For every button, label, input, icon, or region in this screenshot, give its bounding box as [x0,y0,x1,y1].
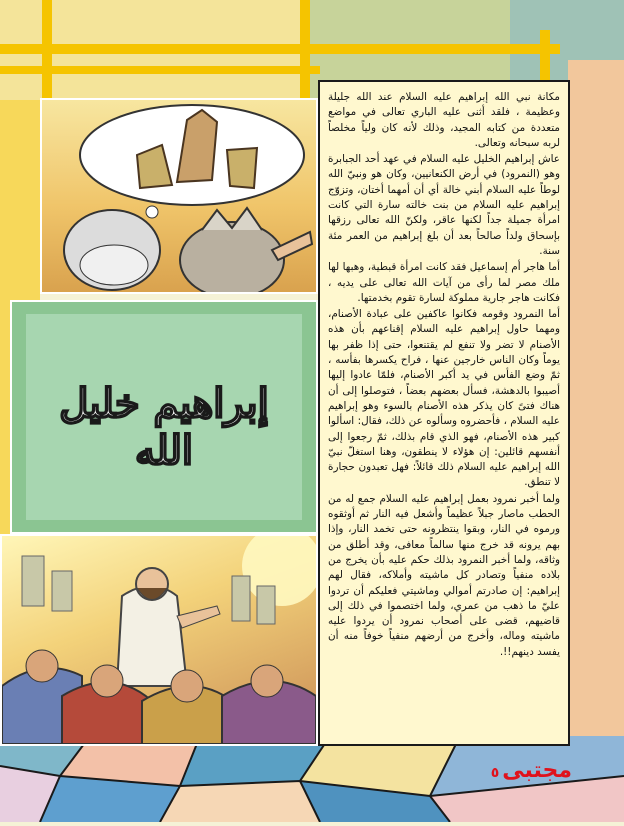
paragraph: أما هاجر أم إسماعيل فقد كانت امرأة قبطية، وهبها لها ملك مصر لما رأى من آيات الله تعالى على يديه ، فكانت هاجر جارية مملوكة لسارة تقوم بخدمتها. [328,261,560,304]
article-text-panel [318,80,570,746]
paragraph: مكانة نبي الله إبراهيم عليه السلام عند الله جليلة وعظيمة ، فلقد أثنى عليه الباري تعالى في مواضع متعددة من كتابه المجيد، وذلك لأنه كان ولياً مخلصاً لربه سبحانه وتعالى. [328,91,560,149]
magazine-logo [462,758,572,790]
idols-thought-bubble-icon [42,100,316,292]
article-body [328,90,560,660]
title-background [26,314,302,520]
top-illustration [40,98,318,294]
decorative-stripe [42,0,52,100]
bottom-illustration [0,534,318,746]
decorative-stripe [300,0,310,100]
page-title: إبراهيم خليل الله [59,380,269,474]
background-block [568,60,624,760]
paragraph: عاش إبراهيم الخليل عليه السلام في عهد أحد الجبابرة وهو (النمرود) في أرض الكنعانيين، وكان هو ونبيّ الله لوطاً عليه السلام أبني خالة أي أن أمهما أختان، وتزوّج إبراهيم عليه السلام من بنت خالته سارة التي كانت امرأة جميلة جداً لكنها عاقر، ولكنّ الله تعالى رزقها بإسحاق ولداً صالحاً بعد أن بلغ إبراهيم من العمر مئة سنة. [328,153,560,257]
paragraph: ولما أخبر نمرود بعمل إبراهيم عليه السلام جمع له من الحطب ماصار جبلاً عظيماً وأشعل فيه النار ثم أوثقوه ورموه في النار، وبقوا ينتظرونه حتى تخمد النار، وإذا بهم يرونه قد خرج منها سالماً معافى، وقد أطلق من وثاقه، ولما أخبر النمرود بذلك حكم عليه بأن يخرج من بلاده منفياً وتصادر كل ماشيته وأملاكه، فقال لهم إبراهيم: إن صادرتم أموالي وماشيتي فعليكم أن تردوا عليّ ما ذهب من عمري، ولما اختصموا في ذلك إلى قاضيهم، قضى على أصحاب نمرود أن يردوا عليه ماشيته وماله، وأخرج من أرضهم منفياً خوفاً منه أن يفسد دينهم!!. [328,492,560,658]
page-number: ٥ [490,765,500,781]
title-panel [10,300,318,534]
decorative-stripe [0,44,560,54]
paragraph: أما النمرود وقومه فكانوا عاكفين على عبادة الأصنام، ومهما حاول إبراهيم عليه السلام إقناعهم بأن هذه الأصنام لا تضر ولا تنفع لم يقتنعوا، حتى إذا ظفر بها يوماً وكان الناس خارجين عنها ، فراح يكسرها بفأسه ، ثمّ وضع الفأس في يد أكبر الأصنام، فلمّا عادوا إليها أصيبوا بالدهشة، فسأل بعضهم بعضاً ، فتوصلوا إلى أن هناك فتىً كان يذكر هذه الأصنام بالسوء وهو إبراهيم عليه السلام ، فأحضروه وسألوه عن ذلك، فقال: اسألوا كبير هذه الأصنام، فهو الذي قام بذلك، ثمّ رجعوا إلى أنفسهم قائلين: إن هؤلاء لا ينطقون، وهنا استغلّ نبيّ الله إبراهيم عليه السلام ذلك قائلاً: فهل تعبدون حجارة لا تنطق. [328,308,560,489]
prophet-speaking-to-crowd-icon [2,536,316,744]
logo-text: مجتبى [502,758,572,783]
decorative-stripe [0,66,320,74]
